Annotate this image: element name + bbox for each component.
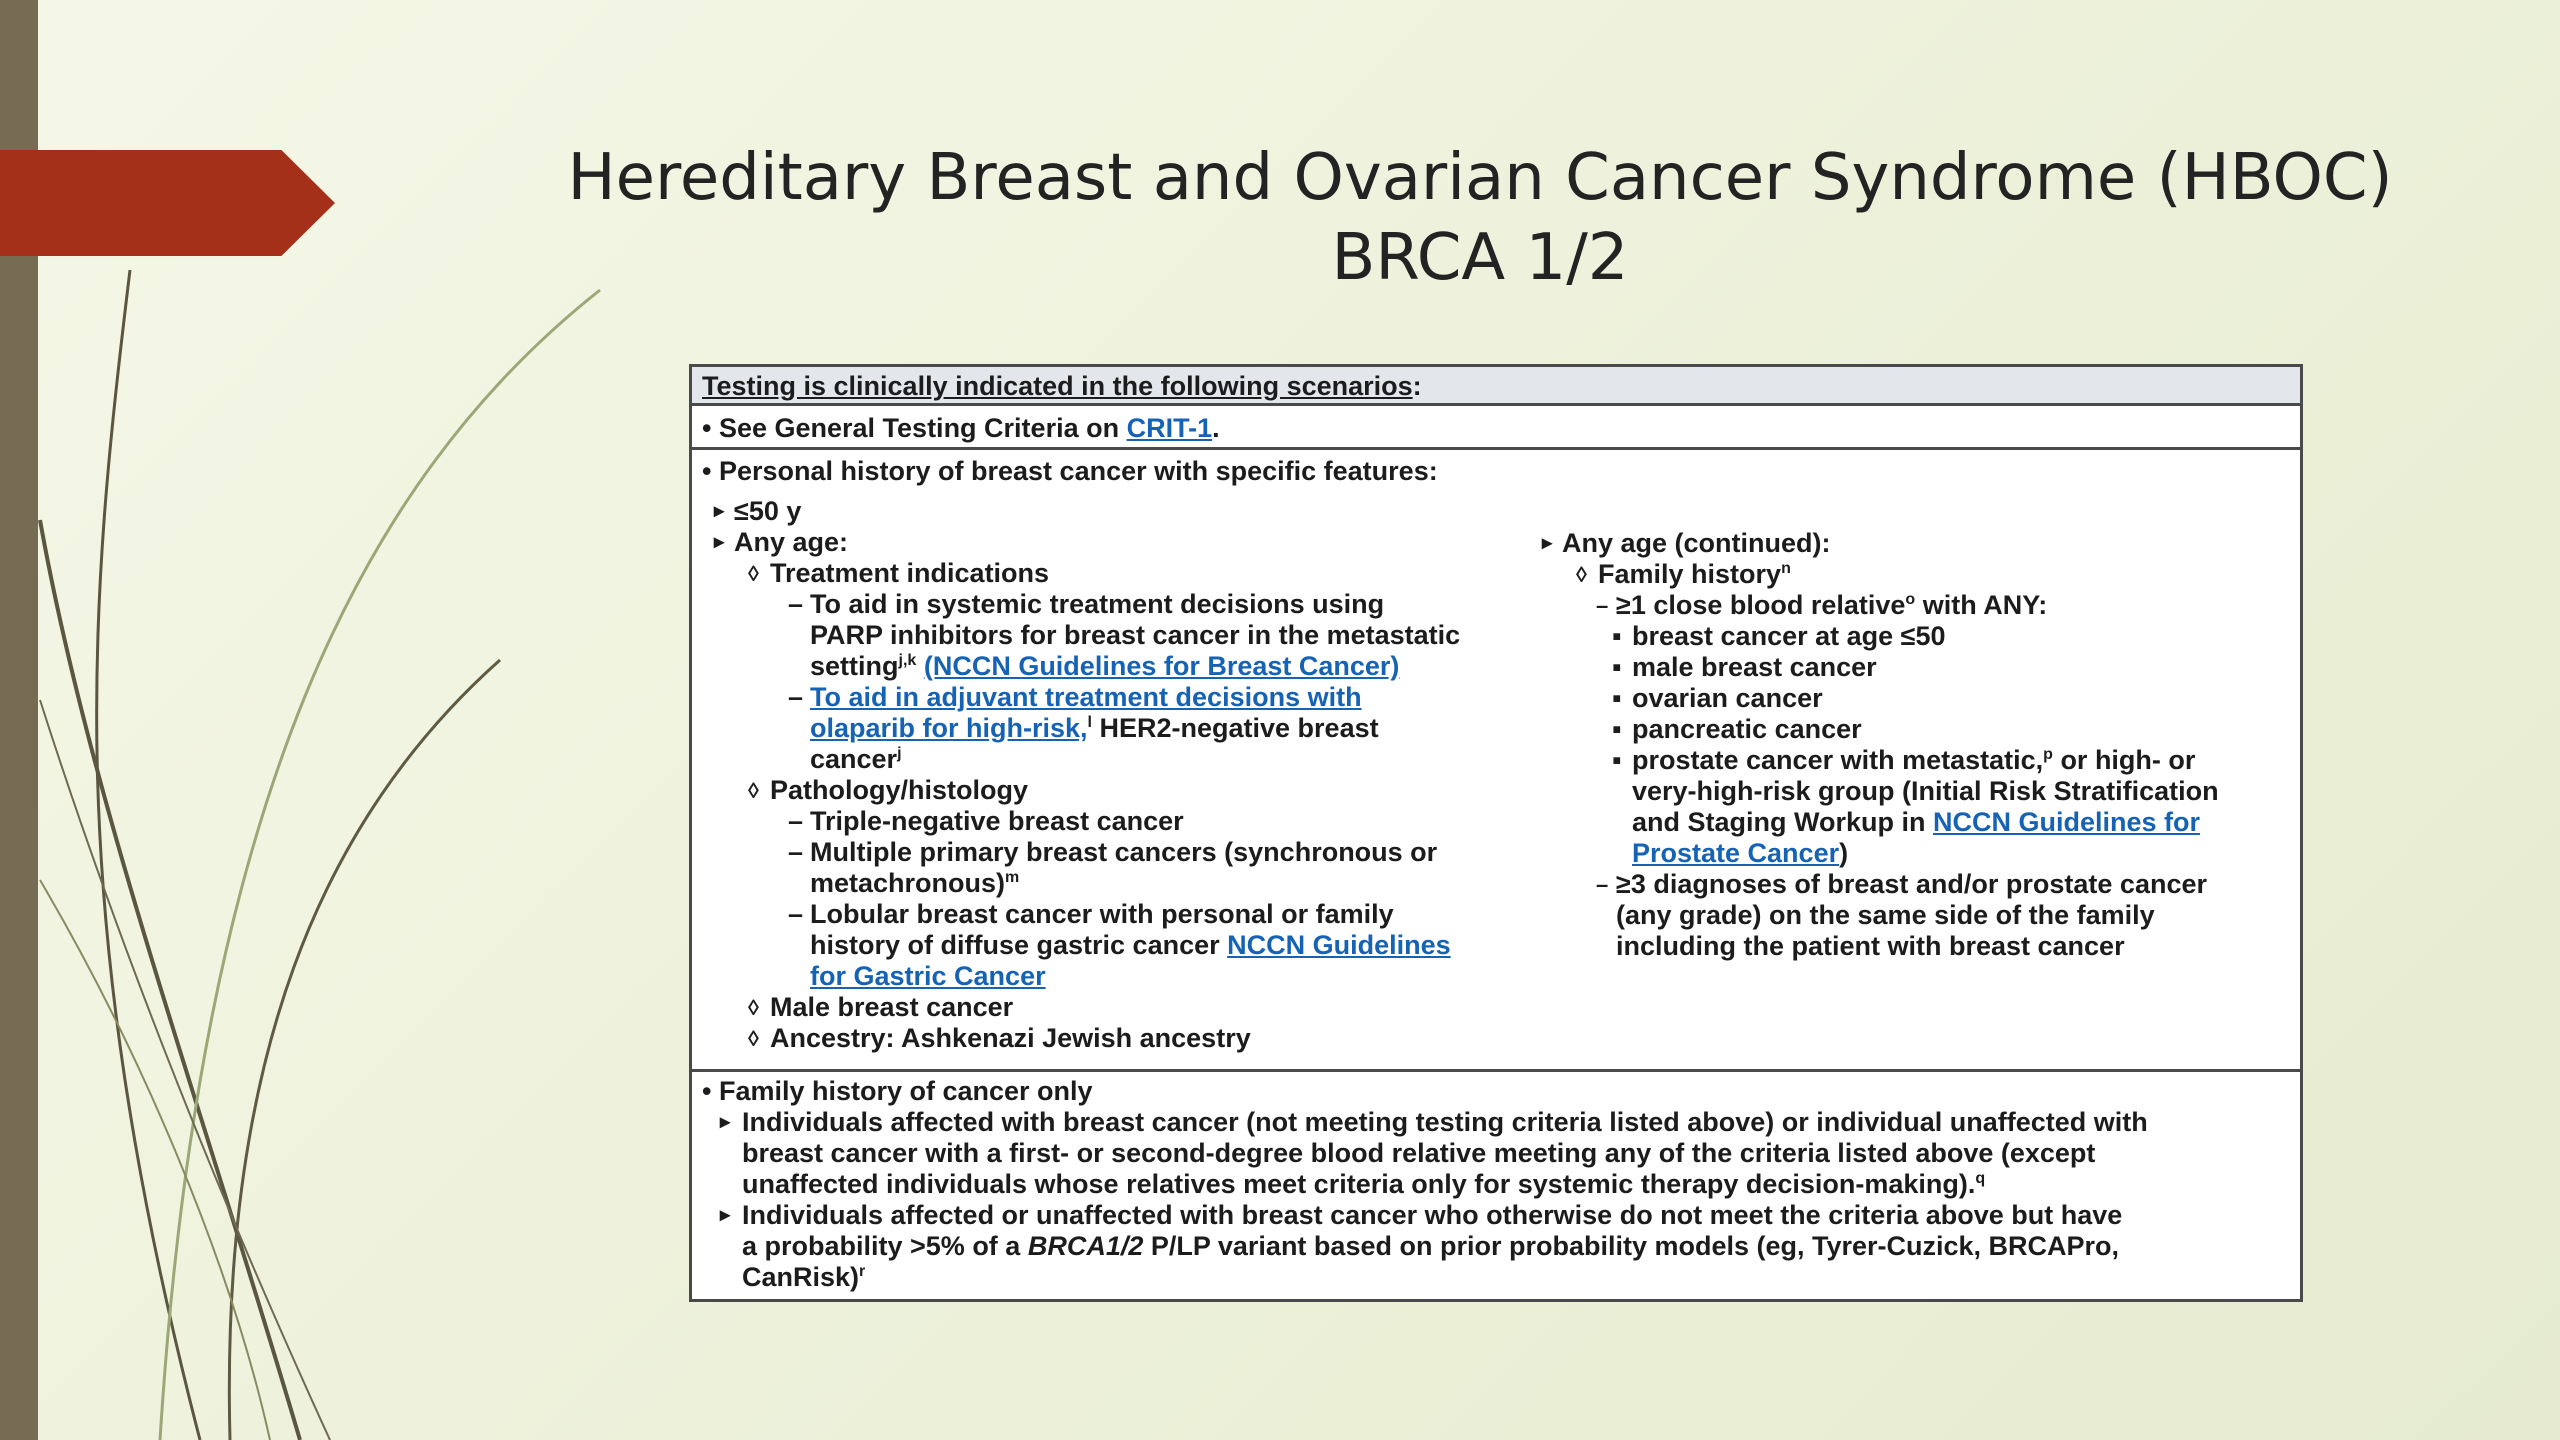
diamond-bullet-icon: ◊ [748, 1026, 759, 1051]
right-heading: Any age (continued): [1562, 528, 1831, 558]
list-item [1542, 652, 2292, 683]
decorative-curves [0, 0, 620, 1440]
square-bullet-icon: ▪ [1612, 683, 1622, 713]
diamond-bullet-icon: ◊ [1576, 562, 1587, 587]
p2-line2: metachronous) [810, 868, 1006, 898]
b1-text: breast cancer at age ≤50 [1632, 621, 1946, 651]
b5-line2: very-high-risk group (Initial Risk Stratification [1632, 776, 2219, 806]
b5-line3: and Staging Workup in [1632, 807, 1933, 837]
p3-link2: for Gastric Cancer [810, 961, 1046, 991]
diamond-bullet-icon: ◊ [748, 778, 759, 803]
pathology-label: Pathology/histology [770, 775, 1029, 805]
t1-line3: setting [810, 651, 899, 681]
age50-label: ≤50 y [734, 496, 802, 526]
criteria-table [689, 364, 2303, 1302]
t2-sup: l [1087, 714, 1092, 731]
family-history-label: Family history [1598, 559, 1782, 589]
crit-text: • See General Testing Criteria on [702, 413, 1127, 443]
b5-link2: Prostate Cancer [1632, 838, 1840, 868]
list-item [702, 1107, 2290, 1200]
list-item [714, 992, 1714, 1023]
ancestry-label: Ancestry: Ashkenazi Jewish ancestry [770, 1023, 1251, 1053]
i2-line3: CanRisk) [742, 1262, 860, 1292]
treatment-label: Treatment indications [770, 558, 1050, 588]
b5-end: ) [1839, 838, 1849, 868]
r1-text-b: with ANY: [1915, 590, 2048, 620]
crit-1-link[interactable]: CRIT-1 [1126, 413, 1213, 443]
any-age-label: Any age: [734, 527, 849, 557]
i2-line1: Individuals affected or unaffected with breast cancer who otherwise do not meet the criteria above but have [742, 1200, 2123, 1230]
list-item [714, 496, 1714, 527]
list-item [1542, 683, 2292, 714]
square-bullet-icon: ▪ [1612, 714, 1622, 744]
t2-line3: cancer [810, 744, 898, 774]
t2-link-line1: To aid in adjuvant treatment decisions with [810, 682, 1362, 712]
triangle-bullet-icon: ▸ [714, 500, 725, 522]
triangle-bullet-icon: ▸ [720, 1204, 731, 1226]
t1-line2: PARP inhibitors for breast cancer in the metastatic [810, 620, 1461, 650]
fh-sup: n [1781, 560, 1791, 577]
dash-bullet-icon: – [788, 837, 804, 867]
list-item [1542, 714, 2292, 745]
personal-history-heading: • Personal history of breast cancer with specific features: [702, 456, 1438, 486]
r2-line2: (any grade) on the same side of the family [1616, 900, 2155, 930]
i1-line3: unaffected individuals whose relatives meet criteria only for systemic therapy decision-making). [742, 1169, 1976, 1199]
dash-bullet-icon: – [1596, 872, 1609, 897]
list-item [1542, 869, 2292, 962]
b4-text: pancreatic cancer [1632, 714, 1862, 744]
list-item [1542, 745, 2292, 869]
dash-bullet-icon: – [788, 589, 804, 619]
list-item [1542, 590, 2292, 621]
diamond-bullet-icon: ◊ [748, 995, 759, 1020]
title-line-1: Hereditary Breast and Ovarian Cancer Syndrome (HBOC) [567, 141, 2393, 215]
r1-sup: o [1905, 591, 1916, 608]
triangle-bullet-icon: ▸ [1542, 532, 1553, 554]
square-bullet-icon: ▪ [1612, 652, 1622, 682]
list-item [1542, 559, 2292, 590]
family-history-row [692, 1072, 2300, 1293]
triangle-bullet-icon: ▸ [714, 531, 725, 553]
triangle-bullet-icon: ▸ [720, 1111, 731, 1133]
personal-right-column [1542, 528, 2292, 962]
b5-sup: p [2043, 746, 2053, 763]
b2-text: male breast cancer [1632, 652, 1877, 682]
r2-line3: including the patient with breast cancer [1616, 931, 2125, 961]
i2-line2a: a probability >5% of a [742, 1231, 1028, 1261]
p3-line2: history of diffuse gastric cancer [810, 930, 1228, 960]
i1-line1: Individuals affected with breast cancer (not meeting testing criteria listed above) or individual unaffected with [742, 1107, 2148, 1137]
list-item [1542, 621, 2292, 652]
b5-line1b: or high- or [2052, 745, 2196, 775]
t1-line1: To aid in systemic treatment decisions using [810, 589, 1385, 619]
family-history-heading: • Family history of cancer only [702, 1076, 1093, 1106]
list-item [702, 1200, 2290, 1293]
p3-line1: Lobular breast cancer with personal or family [810, 899, 1394, 929]
crit-row [692, 406, 2300, 450]
r1-text-a: ≥1 close blood relative [1616, 590, 1906, 620]
t1-sup: j,k [898, 652, 917, 669]
breast-guidelines-link[interactable]: (NCCN Guidelines for Breast Cancer) [923, 651, 1400, 681]
t2-tail: HER2-negative breast [1099, 713, 1379, 743]
p1-text: Triple-negative breast cancer [810, 806, 1184, 836]
p2-line1: Multiple primary breast cancers (synchronous or [810, 837, 1438, 867]
list-item [714, 1023, 1714, 1054]
table-header-text: Testing is clinically indicated in the following scenarios [702, 371, 1413, 401]
r2-line1: ≥3 diagnoses of breast and/or prostate cancer [1616, 869, 2207, 899]
i2-sup: r [859, 1263, 866, 1280]
dash-bullet-icon: – [788, 682, 804, 712]
p2-sup: m [1005, 869, 1020, 886]
crit-end: . [1212, 413, 1220, 443]
male-label: Male breast cancer [770, 992, 1014, 1022]
t2-sup2: j [897, 745, 902, 762]
i1-sup: q [1975, 1170, 1986, 1187]
b5-link1: NCCN Guidelines for [1933, 807, 2201, 837]
table-header-colon: : [1412, 371, 1422, 401]
slide-title [560, 138, 2400, 298]
diamond-bullet-icon: ◊ [748, 561, 759, 586]
list-item [1542, 528, 2292, 559]
personal-history-row [692, 450, 2300, 1072]
i2-italic: BRCA1/2 [1027, 1231, 1144, 1261]
b5-line1a: prostate cancer with metastatic, [1632, 745, 2044, 775]
title-line-2: BRCA 1/2 [1331, 221, 1629, 295]
dash-bullet-icon: – [788, 806, 804, 836]
square-bullet-icon: ▪ [1612, 621, 1622, 651]
b3-text: ovarian cancer [1632, 683, 1823, 713]
i2-line2b: P/LP variant based on prior probability models (eg, Tyrer-Cuzick, BRCAPro, [1143, 1231, 2120, 1261]
dash-bullet-icon: – [788, 899, 804, 929]
i1-line2: breast cancer with a first- or second-degree blood relative meeting any of the criteria listed above (except [742, 1138, 2096, 1168]
t2-link-line2: olaparib for high-risk, [810, 713, 1088, 743]
dash-bullet-icon: – [1596, 593, 1609, 618]
square-bullet-icon: ▪ [1612, 745, 1622, 775]
table-header [692, 367, 2300, 406]
p3-link1: NCCN Guidelines [1227, 930, 1451, 960]
